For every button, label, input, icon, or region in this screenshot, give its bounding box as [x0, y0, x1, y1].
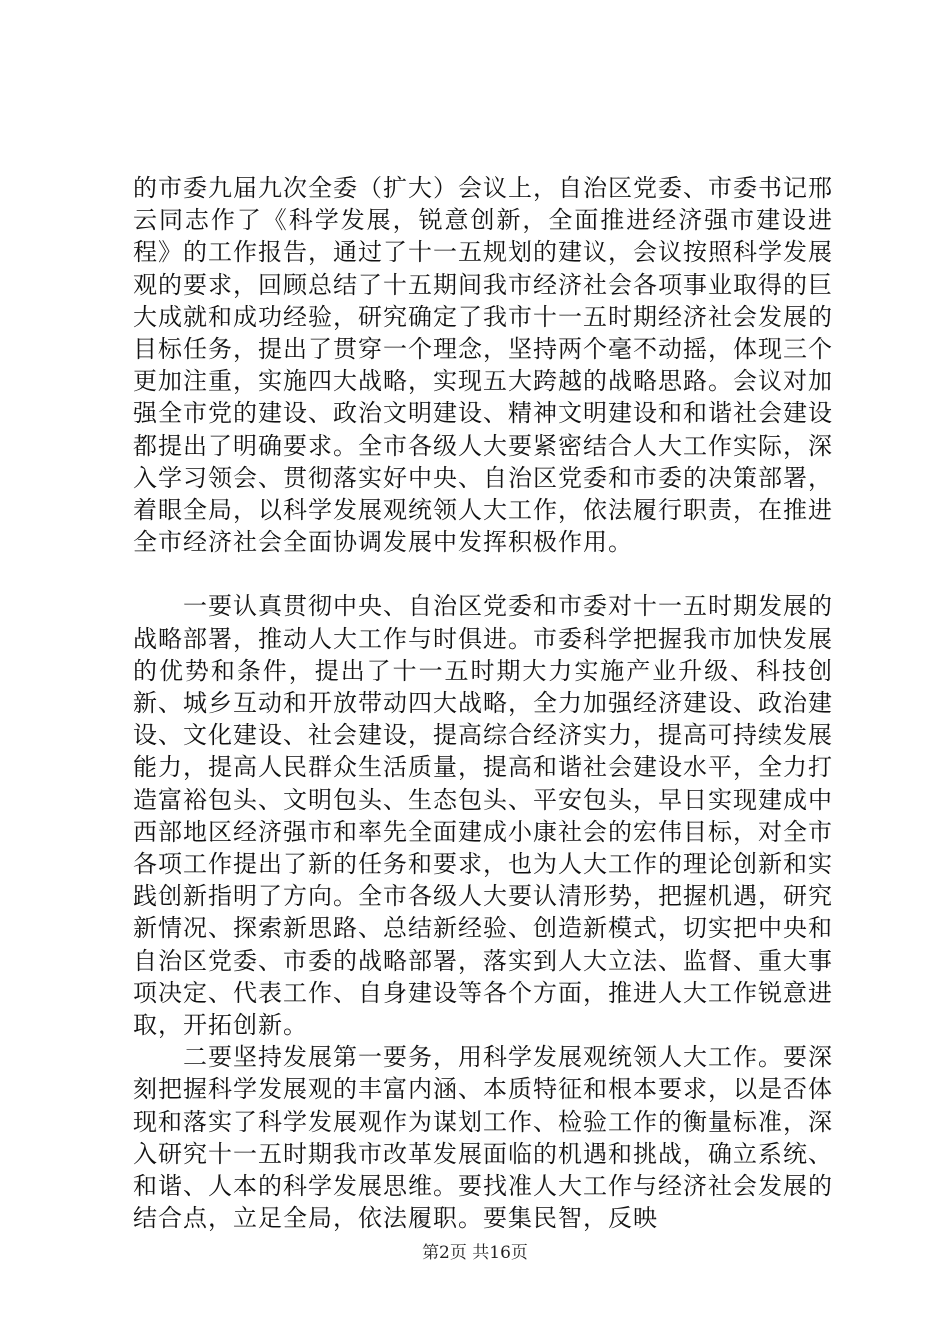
document-body	[133, 172, 833, 1235]
paragraph-point-one: 一要认真贯彻中央、自治区党委和市委对十一五时期发展的战略部署，推动人大工作与时俱进。市委科学把握我市加快发展的优势和条件，提出了十一五时期大力实施产业升级、科技创新、城乡互动和开放带动四大战略，全力加强经济建设、政治建设、文化建设、社会建设，提高综合经济实力，提高可持续发展能力，提高人民群众生活质量，提高和谐社会建设水平，全力打造富裕包头、文明包头、生态包头、平安包头，早日实现建成中西部地区经济强市和率先全面建成小康社会的宏伟目标，对全市各项工作提出了新的任务和要求，也为人大工作的理论创新和实践创新指明了方向。全市各级人大要认清形势，把握机遇，研究新情况、探索新思路、总结新经验、创造新模式，切实把中央和自治区党委、市委的战略部署，落实到人大立法、监督、重大事项决定、代表工作、自身建设等各个方面，推进人大工作锐意进取，开拓创新。	[133, 592, 833, 1040]
paragraph-continuation: 的市委九届九次全委（扩大）会议上，自治区党委、市委书记邢云同志作了《科学发展，锐意创新，全面推进经济强市建设进程》的工作报告，通过了十一五规划的建议，会议按照科学发展观的要求，回顾总结了十五期间我市经济社会各项事业取得的巨大成就和成功经验，研究确定了我市十一五时期经济社会发展的目标任务，提出了贯穿一个理念，坚持两个毫不动摇，体现三个更加注重，实施四大战略，实现五大跨越的战略思路。会议对加强全市党的建设、政治文明建设、精神文明建设和和谐社会建设都提出了明确要求。全市各级人大要紧密结合人大工作实际，深入学习领会、贯彻落实好中央、自治区党委和市委的决策部署，着眼全局，以科学发展观统领人大工作，依法履行职责，在推进全市经济社会全面协调发展中发挥积极作用。	[133, 174, 833, 557]
page-number-footer: 第2页 共16页	[422, 1243, 528, 1263]
paragraph-point-two: 二要坚持发展第一要务，用科学发展观统领人大工作。要深刻把握科学发展观的丰富内涵、本质特征和根本要求，以是否体现和落实了科学发展观作为谋划工作、检验工作的衡量标准，深入研究十一五时期我市改革发展面临的机遇和挑战，确立系统、和谐、人本的科学发展思维。要找准人大工作与经济社会发展的结合点，立足全局，依法履职。要集民智，反映	[133, 1043, 833, 1233]
